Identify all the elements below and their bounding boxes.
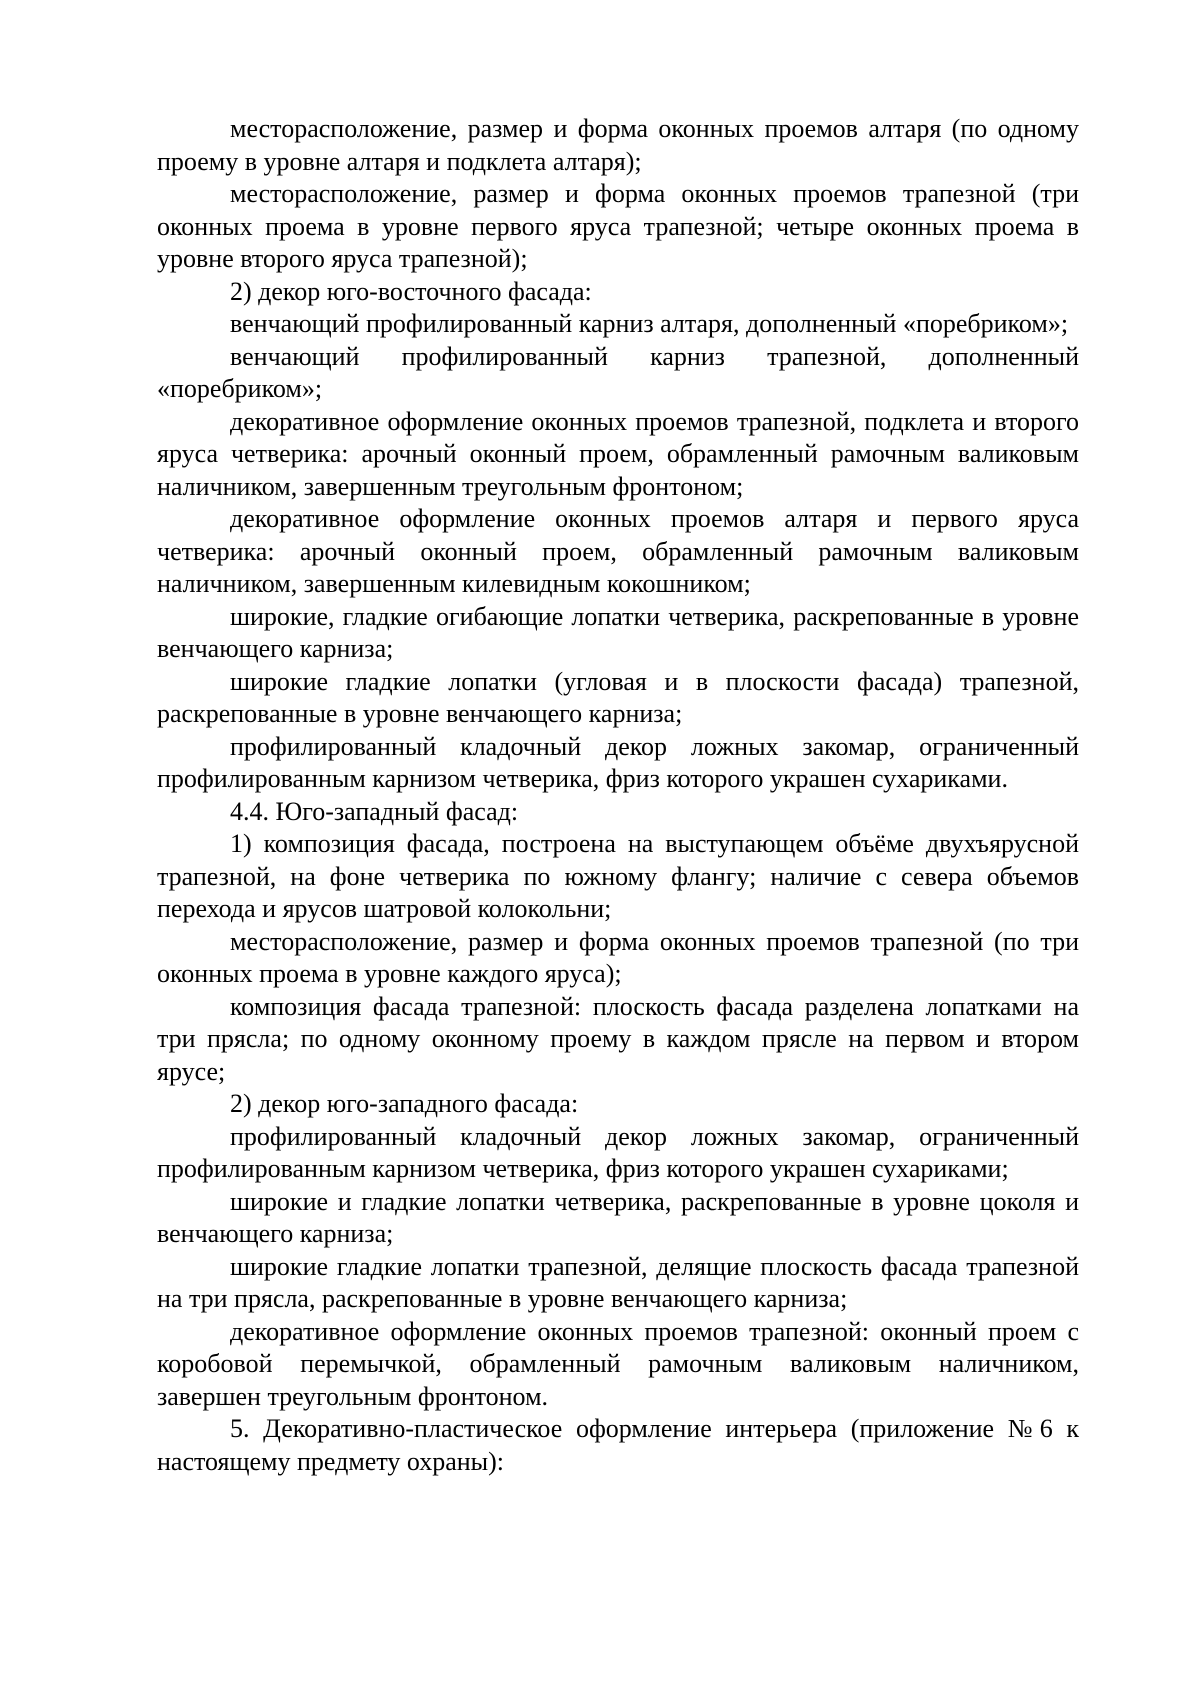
paragraph: широкие и гладкие лопатки четверика, раскрепованные в уровне цоколя и венчающего карниза; [157, 1186, 1079, 1248]
paragraph: декоративное оформление оконных проемов трапезной: оконный проем с коробовой перемычкой, обрамленный рамочным валиковым наличником, завершен треугольным фронтоном. [157, 1316, 1079, 1411]
paragraph: венчающий профилированный карниз алтаря, дополненный «поребриком»; [230, 309, 1069, 338]
paragraph: профилированный кладочный декор ложных закомар, ограниченный профилированным карнизом четверика, фриз которого украшен сухариками; [157, 1121, 1079, 1183]
paragraph: декоративное оформление оконных проемов алтаря и первого яруса четверика: арочный оконный проем, обрамленный рамочным валиковым наличником, завершенным килевидным кокошником; [157, 504, 1079, 598]
paragraph: 2) декор юго-западного фасада: [230, 1089, 579, 1118]
paragraph: венчающий профилированный карниз трапезной, дополненный «поребриком»; [157, 341, 1079, 403]
paragraph: широкие гладкие лопатки (угловая и в плоскости фасада) трапезной, раскрепованные в уровне венчающего карниза; [157, 666, 1079, 728]
paragraph: профилированный кладочный декор ложных закомар, ограниченный профилированным карнизом четверика, фриз которого украшен сухариками. [157, 731, 1079, 793]
section-heading: 5. Декоративно-пластическое оформление интерьера (приложение №6 к настоящему предмету охраны): [157, 1414, 1079, 1476]
paragraph: широкие, гладкие огибающие лопатки четверика, раскрепованные в уровне венчающего карниза; [157, 601, 1079, 663]
paragraph: декоративное оформление оконных проемов трапезной, подклета и второго яруса четверика: арочный оконный проем, обрамленный рамочным валиковым наличником, завершенным треугольным фронтоном; [157, 406, 1079, 501]
paragraph: композиция фасада трапезной: плоскость фасада разделена лопатками на три прясла; по одному оконному проему в каждом прясле на первом и втором ярусе; [157, 991, 1079, 1086]
paragraph: месторасположение, размер и форма оконных проемов алтаря (по одному проему в уровне алтаря и подклета алтаря); [157, 114, 1079, 176]
paragraph: месторасположение, размер и форма оконных проемов трапезной (по три оконных проема в уровне каждого яруса); [157, 926, 1079, 988]
paragraph: месторасположение, размер и форма оконных проемов трапезной (три оконных проема в уровне первого яруса трапезной; четыре оконных проема в уровне второго яруса трапезной); [157, 179, 1079, 273]
section-heading: 4.4. Юго-западный фасад: [230, 796, 519, 826]
document-page [157, 113, 1079, 1478]
paragraph: 1) композиция фасада, построена на выступающем объёме двухъярусной трапезной, на фоне четверика по южному флангу; наличие с севера объемов перехода и ярусов шатровой колокольни; [157, 829, 1079, 923]
paragraph: 2) декор юго-восточного фасада: [230, 276, 592, 306]
paragraph: широкие гладкие лопатки трапезной, делящие плоскость фасада трапезной на три прясла, раскрепованные в уровне венчающего карниза; [157, 1251, 1079, 1313]
